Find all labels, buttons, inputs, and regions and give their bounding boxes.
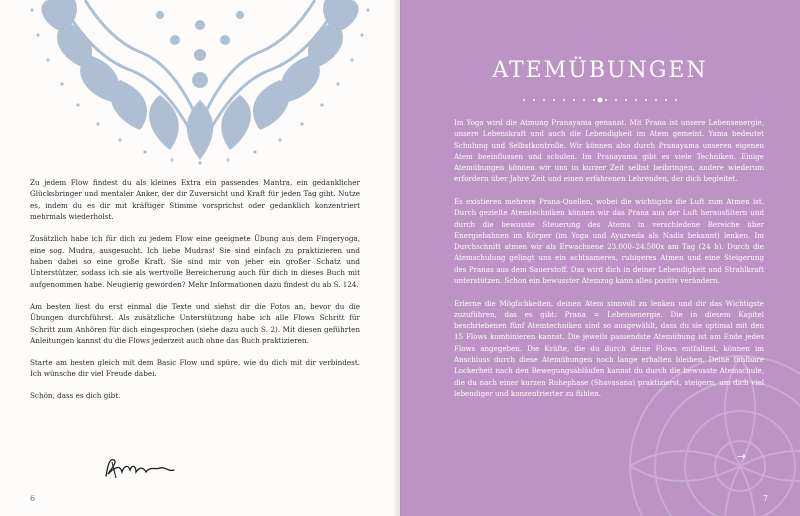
mandala-ornament bbox=[0, 0, 400, 165]
left-paragraph: Zu jedem Flow findest du als kleines Extra ein passendes Mantra, ein gedanklicher Glücksbringer und mentaler Anker, der dir Zuversicht und Kraft für jeden Tag gibt. Nutze es, indem du es dir mit kräftiger Stimme vorsprichst oder gedanklich konzentriert mehrmals wiederholst. bbox=[30, 178, 360, 222]
page-number-right: 7 bbox=[763, 494, 769, 503]
right-page bbox=[400, 0, 800, 516]
right-body-text bbox=[454, 117, 764, 410]
left-paragraph: Schön, dass es dich gibt. bbox=[30, 391, 121, 401]
left-paragraph: Am besten liest du erst einmal die Texte und siehst dir die Fotos an, bevor du die Übungen durchführst. Als zusätzliche Unterstützung habe ich alle Flows Schritt für Schritt zum Anhören für dich eingesprochen (siehe dazu auch S. 2). Mit diesen geführten Anleitungen kannst du die Flows jederzeit auch ohne das Buch praktizieren. bbox=[30, 301, 360, 346]
right-paragraph: Es existieren mehrere Prana-Quellen, wobei die wichtigste die Luft zum Atmen ist. Durch gezielte Atemtechniken können wir das Prana aus der Luft herausfiltern und durch die bewusste Steuerung des Atems in verschiedene Bereiche über Energiebahnen im Körper (im Yoga und Ayurveda als Nadis bekannt) lenken. Im Durchschnitt atmen wir als Erwachsene 23.000–24.500x am Tag (24 h). Durch die Atemschulung gelingt uns ein achtsameres, ruhigeres Atmen und eine Steigerung des Pranas aus dem Sauerstoff. Das wird dich in deiner Lebendigkeit und Strahlkraft unterstützen. Schon ein bewusster Atemzug kann alles positiv verändern. bbox=[454, 196, 764, 286]
left-body-text bbox=[30, 177, 360, 412]
right-paragraph: Im Yoga wird die Atmung Pranayama genannt. Mit Prana ist unsere Lebensenergie, unsere Lebenskraft und auch die Lebendigkeit im Atem gemeint. Yama bedeutet Schulung und Selbstkontrolle. Wir können also durch Pranayama unseren eigenen Atem beeinflussen und schulen. Im Pranayama gibt es viele Techniken. Einige Atemübungen können wir uns in kurzer Zeit selbst beibringen, andere wiederum erfordern über Jahre Zeit und einen erfahrenen Lehrenden, der dich begleitet. bbox=[454, 118, 764, 184]
chapter-title: ATEMÜBUNGEN bbox=[492, 58, 708, 83]
arrow-right-icon[interactable]: → bbox=[737, 450, 747, 463]
book-gutter bbox=[393, 0, 401, 516]
right-paragraph: Erlerne die Möglichkeiten, deinen Atem sinnvoll zu lenken und dir das Wichtigste zuzuführen, das es gibt: Prana = Lebensenergie. Die in diesem Kapitel beschriebenen fünf Atemtechniken sind so ausgewählt, dass du sie optimal mit den 15 Flows kombinieren kannst. Die jeweils passendste Atemübung ist am Ende jedes Flows angegeben. Die Kräfte, die du durch deine Flows entfaltest, können im Anschluss durch diese Atemübungen noch lange erhalten bleiben. Deine fühlbare Lockerheit nach den Bewegungsabläufen kannst du durch die bewusste Atemschule, die du nach einer kurzen Ruhephase (Shavasana) praktizierst, steigern, um dich viel lebendiger und konzentrierter zu fühlen. bbox=[454, 298, 764, 398]
signature-mark bbox=[100, 452, 180, 482]
left-paragraph: Starte am besten gleich mit dem Basic Flow und spüre, wie du dich mit dir verbindest. Ich wünsche dir viel Freude dabei. bbox=[30, 358, 360, 379]
page-number-left: 6 bbox=[30, 494, 36, 503]
dotted-divider bbox=[520, 96, 680, 104]
left-paragraph: Zusätzlich habe ich für dich zu jedem Flow eine geeignete Übung aus dem Fingeryoga, eine sog. Mudra, ausgesucht. Ich liebe Mudras! Sie sind einfach zu praktizieren und haben dabei so eine große Kraft. Sie sind mir von jeher ein großer Schatz und Unterstützer, sodass ich sie als wertvolle Bereicherung auch für dich in dieses Buch mit aufgenommen habe. Neugierig geworden? Mehr Informationen dazu findest du ab S. 124. bbox=[30, 234, 360, 289]
